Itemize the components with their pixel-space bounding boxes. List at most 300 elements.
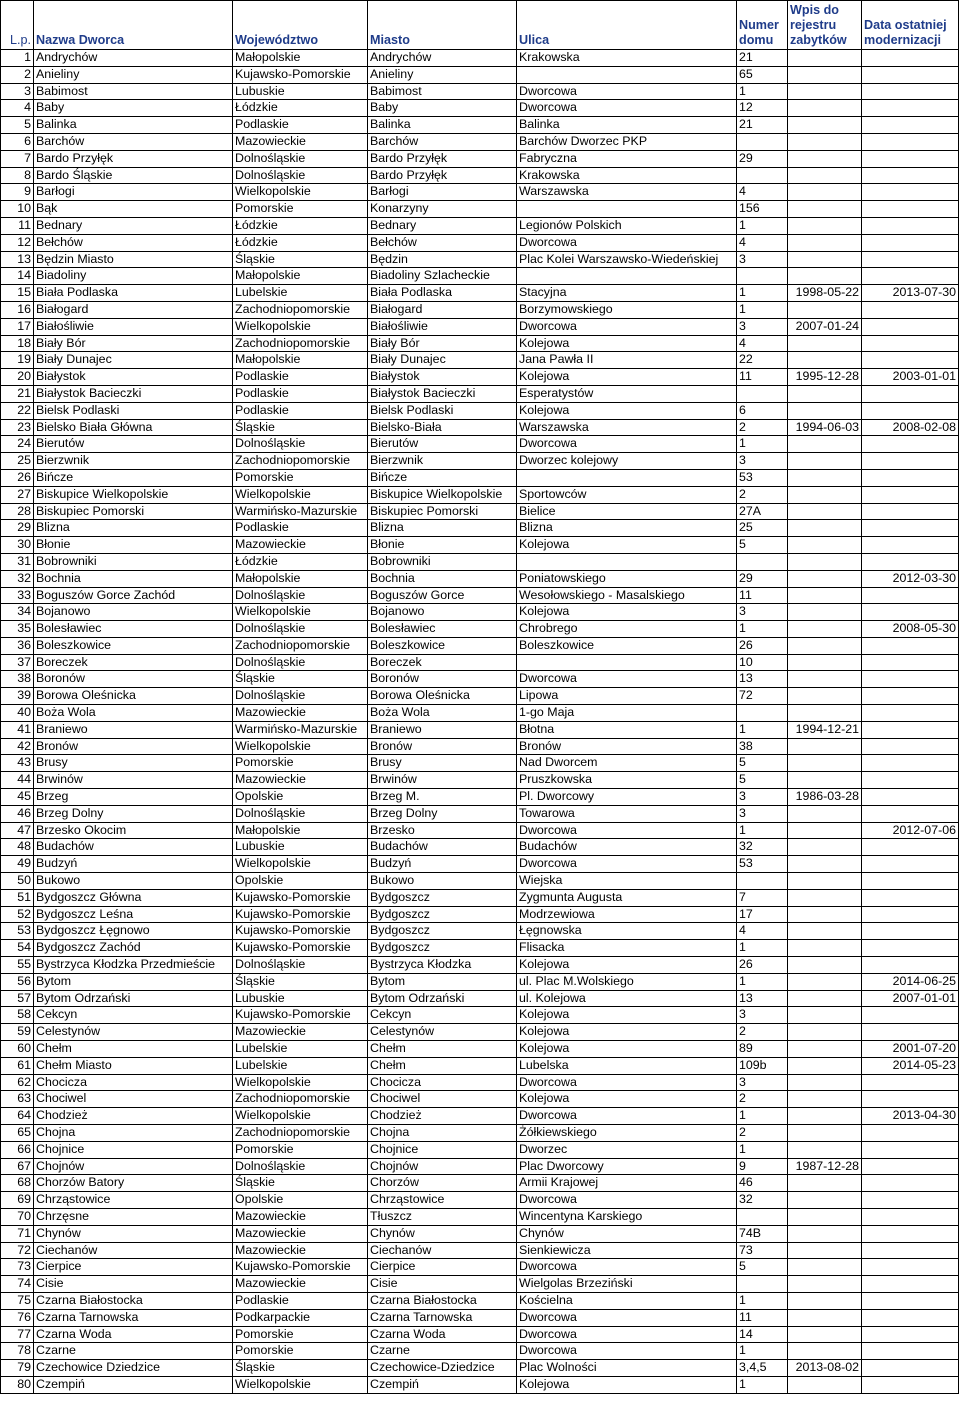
cell-modernization-date[interactable] bbox=[862, 1360, 959, 1377]
cell-street[interactable]: Blizna bbox=[517, 520, 737, 537]
cell-lp[interactable]: 28 bbox=[1, 503, 34, 520]
cell-station-name[interactable]: Chociwel bbox=[34, 1091, 233, 1108]
cell-station-name[interactable]: Bednary bbox=[34, 217, 233, 234]
cell-street[interactable]: Dworcowa bbox=[517, 1259, 737, 1276]
cell-station-name[interactable]: Chodzież bbox=[34, 1108, 233, 1125]
cell-modernization-date[interactable] bbox=[862, 637, 959, 654]
cell-voivodeship[interactable]: Podkarpackie bbox=[233, 1309, 368, 1326]
cell-modernization-date[interactable] bbox=[862, 654, 959, 671]
header-lp[interactable]: L.p. bbox=[1, 1, 34, 50]
cell-house-number[interactable]: 13 bbox=[737, 990, 788, 1007]
cell-lp[interactable]: 54 bbox=[1, 940, 34, 957]
cell-register-date[interactable] bbox=[788, 1242, 862, 1259]
cell-station-name[interactable]: Biadoliny bbox=[34, 268, 233, 285]
cell-voivodeship[interactable]: Łódzkie bbox=[233, 217, 368, 234]
cell-city[interactable]: Bobrowniki bbox=[368, 553, 517, 570]
cell-lp[interactable]: 65 bbox=[1, 1125, 34, 1142]
cell-street[interactable] bbox=[517, 654, 737, 671]
cell-modernization-date[interactable] bbox=[862, 1326, 959, 1343]
cell-voivodeship[interactable]: Zachodniopomorskie bbox=[233, 335, 368, 352]
cell-city[interactable]: Chełm bbox=[368, 1057, 517, 1074]
cell-voivodeship[interactable]: Dolnośląskie bbox=[233, 621, 368, 638]
cell-modernization-date[interactable] bbox=[862, 301, 959, 318]
cell-voivodeship[interactable]: Dolnośląskie bbox=[233, 654, 368, 671]
cell-city[interactable]: Boreczek bbox=[368, 654, 517, 671]
cell-house-number[interactable]: 72 bbox=[737, 688, 788, 705]
cell-street[interactable]: Dworcowa bbox=[517, 671, 737, 688]
cell-lp[interactable]: 29 bbox=[1, 520, 34, 537]
cell-city[interactable]: Czechowice-Dziedzice bbox=[368, 1360, 517, 1377]
cell-city[interactable]: Będzin bbox=[368, 251, 517, 268]
cell-lp[interactable]: 31 bbox=[1, 553, 34, 570]
cell-city[interactable]: Biskupiec Pomorski bbox=[368, 503, 517, 520]
cell-city[interactable]: Bielsk Podlaski bbox=[368, 402, 517, 419]
cell-lp[interactable]: 80 bbox=[1, 1376, 34, 1393]
cell-modernization-date[interactable] bbox=[862, 1141, 959, 1158]
cell-city[interactable]: Boleszkowice bbox=[368, 637, 517, 654]
cell-lp[interactable]: 74 bbox=[1, 1276, 34, 1293]
cell-station-name[interactable]: Boża Wola bbox=[34, 705, 233, 722]
cell-house-number[interactable]: 11 bbox=[737, 369, 788, 386]
cell-street[interactable]: Dworcowa bbox=[517, 1108, 737, 1125]
cell-voivodeship[interactable]: Dolnośląskie bbox=[233, 436, 368, 453]
cell-street[interactable]: Lubelska bbox=[517, 1057, 737, 1074]
cell-register-date[interactable] bbox=[788, 1007, 862, 1024]
cell-street[interactable]: Kolejowa bbox=[517, 369, 737, 386]
cell-register-date[interactable] bbox=[788, 1091, 862, 1108]
cell-modernization-date[interactable] bbox=[862, 1276, 959, 1293]
cell-street[interactable]: Kolejowa bbox=[517, 957, 737, 974]
cell-register-date[interactable] bbox=[788, 688, 862, 705]
cell-register-date[interactable] bbox=[788, 553, 862, 570]
cell-modernization-date[interactable] bbox=[862, 117, 959, 134]
cell-lp[interactable]: 55 bbox=[1, 957, 34, 974]
cell-modernization-date[interactable] bbox=[862, 1125, 959, 1142]
cell-station-name[interactable]: Chełm bbox=[34, 1041, 233, 1058]
cell-house-number[interactable]: 53 bbox=[737, 856, 788, 873]
cell-lp[interactable]: 76 bbox=[1, 1309, 34, 1326]
cell-station-name[interactable]: Chełm Miasto bbox=[34, 1057, 233, 1074]
cell-house-number[interactable]: 4 bbox=[737, 184, 788, 201]
cell-register-date[interactable] bbox=[788, 805, 862, 822]
cell-station-name[interactable]: Celestynów bbox=[34, 1024, 233, 1041]
cell-register-date[interactable]: 1995-12-28 bbox=[788, 369, 862, 386]
cell-lp[interactable]: 50 bbox=[1, 873, 34, 890]
cell-lp[interactable]: 16 bbox=[1, 301, 34, 318]
cell-modernization-date[interactable] bbox=[862, 1007, 959, 1024]
cell-street[interactable]: Dworcowa bbox=[517, 83, 737, 100]
cell-voivodeship[interactable]: Mazowieckie bbox=[233, 1225, 368, 1242]
cell-street[interactable]: Dworcowa bbox=[517, 1309, 737, 1326]
cell-street[interactable]: Bronów bbox=[517, 738, 737, 755]
cell-lp[interactable]: 12 bbox=[1, 234, 34, 251]
cell-house-number[interactable]: 2 bbox=[737, 419, 788, 436]
cell-register-date[interactable] bbox=[788, 234, 862, 251]
cell-house-number[interactable]: 5 bbox=[737, 537, 788, 554]
cell-station-name[interactable]: Bytom Odrzański bbox=[34, 990, 233, 1007]
cell-register-date[interactable] bbox=[788, 268, 862, 285]
cell-lp[interactable]: 21 bbox=[1, 385, 34, 402]
cell-voivodeship[interactable]: Mazowieckie bbox=[233, 1024, 368, 1041]
cell-city[interactable]: Białystok Bacieczki bbox=[368, 385, 517, 402]
cell-voivodeship[interactable]: Pomorskie bbox=[233, 201, 368, 218]
cell-register-date[interactable]: 2007-01-24 bbox=[788, 318, 862, 335]
cell-house-number[interactable]: 3 bbox=[737, 789, 788, 806]
cell-register-date[interactable] bbox=[788, 1192, 862, 1209]
cell-voivodeship[interactable]: Zachodniopomorskie bbox=[233, 1091, 368, 1108]
cell-station-name[interactable]: Bolesławiec bbox=[34, 621, 233, 638]
cell-street[interactable]: Lipowa bbox=[517, 688, 737, 705]
cell-modernization-date[interactable] bbox=[862, 738, 959, 755]
cell-house-number[interactable]: 1 bbox=[737, 721, 788, 738]
cell-city[interactable]: Bytom Odrzański bbox=[368, 990, 517, 1007]
cell-lp[interactable]: 47 bbox=[1, 822, 34, 839]
cell-modernization-date[interactable] bbox=[862, 789, 959, 806]
cell-house-number[interactable]: 89 bbox=[737, 1041, 788, 1058]
cell-modernization-date[interactable] bbox=[862, 100, 959, 117]
cell-station-name[interactable]: Bąk bbox=[34, 201, 233, 218]
cell-lp[interactable]: 51 bbox=[1, 889, 34, 906]
cell-lp[interactable]: 41 bbox=[1, 721, 34, 738]
cell-house-number[interactable]: 26 bbox=[737, 957, 788, 974]
cell-lp[interactable]: 35 bbox=[1, 621, 34, 638]
cell-street[interactable]: Borzymowskiego bbox=[517, 301, 737, 318]
cell-station-name[interactable]: Chynów bbox=[34, 1225, 233, 1242]
cell-lp[interactable]: 59 bbox=[1, 1024, 34, 1041]
cell-register-date[interactable]: 1986-03-28 bbox=[788, 789, 862, 806]
cell-city[interactable]: Cekcyn bbox=[368, 1007, 517, 1024]
cell-city[interactable]: Cierpice bbox=[368, 1259, 517, 1276]
cell-city[interactable]: Ciechanów bbox=[368, 1242, 517, 1259]
cell-register-date[interactable] bbox=[788, 822, 862, 839]
cell-lp[interactable]: 18 bbox=[1, 335, 34, 352]
cell-voivodeship[interactable]: Małopolskie bbox=[233, 822, 368, 839]
cell-modernization-date[interactable] bbox=[862, 184, 959, 201]
cell-house-number[interactable]: 4 bbox=[737, 923, 788, 940]
cell-street[interactable] bbox=[517, 201, 737, 218]
cell-city[interactable]: Chynów bbox=[368, 1225, 517, 1242]
cell-register-date[interactable] bbox=[788, 385, 862, 402]
cell-station-name[interactable]: Boreczek bbox=[34, 654, 233, 671]
cell-lp[interactable]: 68 bbox=[1, 1175, 34, 1192]
cell-lp[interactable]: 1 bbox=[1, 50, 34, 67]
cell-house-number[interactable]: 22 bbox=[737, 352, 788, 369]
cell-modernization-date[interactable] bbox=[862, 553, 959, 570]
cell-register-date[interactable] bbox=[788, 873, 862, 890]
cell-lp[interactable]: 3 bbox=[1, 83, 34, 100]
cell-modernization-date[interactable] bbox=[862, 805, 959, 822]
cell-modernization-date[interactable] bbox=[862, 873, 959, 890]
cell-register-date[interactable] bbox=[788, 839, 862, 856]
cell-city[interactable]: Biskupice Wielkopolskie bbox=[368, 486, 517, 503]
cell-station-name[interactable]: Bińcze bbox=[34, 469, 233, 486]
cell-street[interactable]: Kolejowa bbox=[517, 1376, 737, 1393]
cell-register-date[interactable] bbox=[788, 570, 862, 587]
cell-register-date[interactable] bbox=[788, 1326, 862, 1343]
cell-modernization-date[interactable]: 2001-07-20 bbox=[862, 1041, 959, 1058]
cell-modernization-date[interactable] bbox=[862, 839, 959, 856]
cell-house-number[interactable] bbox=[737, 705, 788, 722]
cell-lp[interactable]: 63 bbox=[1, 1091, 34, 1108]
cell-lp[interactable]: 46 bbox=[1, 805, 34, 822]
cell-street[interactable] bbox=[517, 66, 737, 83]
cell-voivodeship[interactable]: Dolnośląskie bbox=[233, 805, 368, 822]
cell-house-number[interactable]: 10 bbox=[737, 654, 788, 671]
cell-voivodeship[interactable]: Lubuskie bbox=[233, 839, 368, 856]
cell-street[interactable]: Żółkiewskiego bbox=[517, 1125, 737, 1142]
cell-station-name[interactable]: Cisie bbox=[34, 1276, 233, 1293]
cell-voivodeship[interactable]: Wielkopolskie bbox=[233, 1074, 368, 1091]
cell-street[interactable]: Wesołowskiego - Masalskiego bbox=[517, 587, 737, 604]
cell-street[interactable]: Dworcowa bbox=[517, 100, 737, 117]
cell-modernization-date[interactable] bbox=[862, 721, 959, 738]
cell-modernization-date[interactable]: 2013-04-30 bbox=[862, 1108, 959, 1125]
cell-voivodeship[interactable]: Dolnośląskie bbox=[233, 167, 368, 184]
cell-city[interactable]: Biały Dunajec bbox=[368, 352, 517, 369]
cell-city[interactable]: Bronów bbox=[368, 738, 517, 755]
cell-street[interactable]: Kościelna bbox=[517, 1292, 737, 1309]
cell-city[interactable]: Brzesko bbox=[368, 822, 517, 839]
cell-modernization-date[interactable] bbox=[862, 537, 959, 554]
cell-modernization-date[interactable]: 2012-03-30 bbox=[862, 570, 959, 587]
cell-lp[interactable]: 53 bbox=[1, 923, 34, 940]
cell-station-name[interactable]: Anieliny bbox=[34, 66, 233, 83]
cell-lp[interactable]: 20 bbox=[1, 369, 34, 386]
cell-register-date[interactable] bbox=[788, 906, 862, 923]
cell-city[interactable]: Budzyń bbox=[368, 856, 517, 873]
cell-voivodeship[interactable]: Mazowieckie bbox=[233, 537, 368, 554]
cell-modernization-date[interactable] bbox=[862, 167, 959, 184]
cell-register-date[interactable] bbox=[788, 1276, 862, 1293]
cell-station-name[interactable]: Biały Bór bbox=[34, 335, 233, 352]
cell-lp[interactable]: 4 bbox=[1, 100, 34, 117]
cell-station-name[interactable]: Czempiń bbox=[34, 1376, 233, 1393]
cell-modernization-date[interactable] bbox=[862, 587, 959, 604]
cell-modernization-date[interactable] bbox=[862, 957, 959, 974]
cell-register-date[interactable] bbox=[788, 486, 862, 503]
cell-station-name[interactable]: Bochnia bbox=[34, 570, 233, 587]
cell-register-date[interactable] bbox=[788, 923, 862, 940]
cell-lp[interactable]: 69 bbox=[1, 1192, 34, 1209]
cell-city[interactable]: Bydgoszcz bbox=[368, 889, 517, 906]
cell-station-name[interactable]: Bystrzyca Kłodzka Przedmieście bbox=[34, 957, 233, 974]
cell-street[interactable]: Dworzec kolejowy bbox=[517, 453, 737, 470]
cell-voivodeship[interactable]: Podlaskie bbox=[233, 369, 368, 386]
cell-house-number[interactable]: 7 bbox=[737, 889, 788, 906]
cell-station-name[interactable]: Bardo Śląskie bbox=[34, 167, 233, 184]
cell-voivodeship[interactable]: Mazowieckie bbox=[233, 1208, 368, 1225]
cell-register-date[interactable] bbox=[788, 217, 862, 234]
cell-lp[interactable]: 37 bbox=[1, 654, 34, 671]
cell-register-date[interactable] bbox=[788, 940, 862, 957]
cell-register-date[interactable] bbox=[788, 1292, 862, 1309]
cell-register-date[interactable] bbox=[788, 50, 862, 67]
cell-voivodeship[interactable]: Dolnośląskie bbox=[233, 1158, 368, 1175]
cell-modernization-date[interactable] bbox=[862, 856, 959, 873]
cell-lp[interactable]: 40 bbox=[1, 705, 34, 722]
cell-register-date[interactable] bbox=[788, 654, 862, 671]
cell-city[interactable]: Białośliwie bbox=[368, 318, 517, 335]
cell-modernization-date[interactable] bbox=[862, 83, 959, 100]
cell-station-name[interactable]: Bytom bbox=[34, 973, 233, 990]
cell-station-name[interactable]: Cierpice bbox=[34, 1259, 233, 1276]
cell-modernization-date[interactable] bbox=[862, 755, 959, 772]
cell-register-date[interactable] bbox=[788, 83, 862, 100]
cell-street[interactable]: Fabryczna bbox=[517, 150, 737, 167]
cell-lp[interactable]: 75 bbox=[1, 1292, 34, 1309]
cell-voivodeship[interactable]: Kujawsko-Pomorskie bbox=[233, 66, 368, 83]
cell-station-name[interactable]: Boguszów Gorce Zachód bbox=[34, 587, 233, 604]
cell-house-number[interactable] bbox=[737, 133, 788, 150]
cell-modernization-date[interactable]: 2008-05-30 bbox=[862, 621, 959, 638]
cell-station-name[interactable]: Bydgoszcz Łęgnowo bbox=[34, 923, 233, 940]
cell-voivodeship[interactable]: Małopolskie bbox=[233, 50, 368, 67]
cell-city[interactable]: Brzeg Dolny bbox=[368, 805, 517, 822]
cell-house-number[interactable] bbox=[737, 167, 788, 184]
cell-voivodeship[interactable]: Zachodniopomorskie bbox=[233, 1125, 368, 1142]
cell-house-number[interactable] bbox=[737, 873, 788, 890]
cell-lp[interactable]: 44 bbox=[1, 772, 34, 789]
cell-lp[interactable]: 26 bbox=[1, 469, 34, 486]
cell-house-number[interactable]: 6 bbox=[737, 402, 788, 419]
cell-city[interactable]: Bydgoszcz bbox=[368, 940, 517, 957]
cell-voivodeship[interactable]: Kujawsko-Pomorskie bbox=[233, 940, 368, 957]
cell-station-name[interactable]: Chojnice bbox=[34, 1141, 233, 1158]
cell-register-date[interactable] bbox=[788, 520, 862, 537]
cell-house-number[interactable]: 3 bbox=[737, 453, 788, 470]
cell-modernization-date[interactable] bbox=[862, 217, 959, 234]
cell-voivodeship[interactable]: Śląskie bbox=[233, 671, 368, 688]
cell-modernization-date[interactable] bbox=[862, 268, 959, 285]
cell-lp[interactable]: 39 bbox=[1, 688, 34, 705]
cell-modernization-date[interactable] bbox=[862, 453, 959, 470]
cell-modernization-date[interactable] bbox=[862, 889, 959, 906]
cell-street[interactable]: Dworcowa bbox=[517, 856, 737, 873]
cell-lp[interactable]: 52 bbox=[1, 906, 34, 923]
cell-lp[interactable]: 66 bbox=[1, 1141, 34, 1158]
cell-lp[interactable]: 58 bbox=[1, 1007, 34, 1024]
header-voivodeship[interactable]: Województwo bbox=[233, 1, 368, 50]
cell-house-number[interactable] bbox=[737, 268, 788, 285]
cell-lp[interactable]: 15 bbox=[1, 285, 34, 302]
cell-voivodeship[interactable]: Kujawsko-Pomorskie bbox=[233, 1259, 368, 1276]
cell-register-date[interactable]: 1994-06-03 bbox=[788, 419, 862, 436]
cell-city[interactable]: Czempiń bbox=[368, 1376, 517, 1393]
cell-voivodeship[interactable]: Małopolskie bbox=[233, 268, 368, 285]
cell-modernization-date[interactable] bbox=[862, 318, 959, 335]
cell-station-name[interactable]: Białystok Bacieczki bbox=[34, 385, 233, 402]
cell-street[interactable]: Jana Pawła II bbox=[517, 352, 737, 369]
cell-street[interactable]: Kolejowa bbox=[517, 1007, 737, 1024]
cell-lp[interactable]: 23 bbox=[1, 419, 34, 436]
cell-house-number[interactable]: 4 bbox=[737, 335, 788, 352]
cell-city[interactable]: Bardo Przyłęk bbox=[368, 167, 517, 184]
cell-city[interactable]: Bydgoszcz bbox=[368, 923, 517, 940]
cell-register-date[interactable] bbox=[788, 469, 862, 486]
cell-city[interactable]: Balinka bbox=[368, 117, 517, 134]
cell-modernization-date[interactable] bbox=[862, 1242, 959, 1259]
cell-register-date[interactable] bbox=[788, 671, 862, 688]
cell-station-name[interactable]: Biskupiec Pomorski bbox=[34, 503, 233, 520]
cell-lp[interactable]: 70 bbox=[1, 1208, 34, 1225]
cell-house-number[interactable]: 1 bbox=[737, 285, 788, 302]
cell-lp[interactable]: 71 bbox=[1, 1225, 34, 1242]
cell-register-date[interactable] bbox=[788, 1057, 862, 1074]
cell-street[interactable]: Kolejowa bbox=[517, 1041, 737, 1058]
cell-voivodeship[interactable]: Łódzkie bbox=[233, 553, 368, 570]
cell-lp[interactable]: 8 bbox=[1, 167, 34, 184]
cell-street[interactable]: Łęgnowska bbox=[517, 923, 737, 940]
cell-voivodeship[interactable]: Małopolskie bbox=[233, 352, 368, 369]
cell-street[interactable]: Kolejowa bbox=[517, 1091, 737, 1108]
cell-city[interactable]: Chociwel bbox=[368, 1091, 517, 1108]
cell-house-number[interactable]: 5 bbox=[737, 755, 788, 772]
cell-modernization-date[interactable] bbox=[862, 1192, 959, 1209]
cell-register-date[interactable] bbox=[788, 1108, 862, 1125]
cell-station-name[interactable]: Blizna bbox=[34, 520, 233, 537]
cell-street[interactable]: Wincentyna Karskiego bbox=[517, 1208, 737, 1225]
cell-voivodeship[interactable]: Śląskie bbox=[233, 1175, 368, 1192]
cell-modernization-date[interactable] bbox=[862, 436, 959, 453]
cell-register-date[interactable] bbox=[788, 100, 862, 117]
cell-house-number[interactable]: 46 bbox=[737, 1175, 788, 1192]
cell-register-date[interactable] bbox=[788, 251, 862, 268]
cell-station-name[interactable]: Bydgoszcz Leśna bbox=[34, 906, 233, 923]
cell-city[interactable]: Andrychów bbox=[368, 50, 517, 67]
cell-modernization-date[interactable]: 2014-06-25 bbox=[862, 973, 959, 990]
cell-house-number[interactable]: 156 bbox=[737, 201, 788, 218]
cell-house-number[interactable]: 1 bbox=[737, 1343, 788, 1360]
cell-lp[interactable]: 64 bbox=[1, 1108, 34, 1125]
cell-house-number[interactable]: 32 bbox=[737, 839, 788, 856]
cell-modernization-date[interactable] bbox=[862, 1208, 959, 1225]
cell-lp[interactable]: 45 bbox=[1, 789, 34, 806]
cell-voivodeship[interactable]: Warmińsko-Mazurskie bbox=[233, 721, 368, 738]
cell-city[interactable]: Baby bbox=[368, 100, 517, 117]
cell-station-name[interactable]: Brzeg bbox=[34, 789, 233, 806]
cell-voivodeship[interactable]: Dolnośląskie bbox=[233, 150, 368, 167]
cell-street[interactable]: Nad Dworcem bbox=[517, 755, 737, 772]
cell-voivodeship[interactable]: Wielkopolskie bbox=[233, 184, 368, 201]
cell-modernization-date[interactable] bbox=[862, 1376, 959, 1393]
cell-street[interactable]: Flisacka bbox=[517, 940, 737, 957]
cell-city[interactable]: Bytom bbox=[368, 973, 517, 990]
cell-house-number[interactable]: 26 bbox=[737, 637, 788, 654]
cell-street[interactable]: Sienkiewicza bbox=[517, 1242, 737, 1259]
cell-house-number[interactable]: 1 bbox=[737, 436, 788, 453]
cell-modernization-date[interactable] bbox=[862, 486, 959, 503]
cell-house-number[interactable]: 13 bbox=[737, 671, 788, 688]
cell-street[interactable]: Krakowska bbox=[517, 50, 737, 67]
cell-register-date[interactable] bbox=[788, 604, 862, 621]
cell-city[interactable]: Czarne bbox=[368, 1343, 517, 1360]
cell-street[interactable]: Armii Krajowej bbox=[517, 1175, 737, 1192]
cell-house-number[interactable]: 12 bbox=[737, 100, 788, 117]
cell-station-name[interactable]: Barchów bbox=[34, 133, 233, 150]
cell-house-number[interactable]: 2 bbox=[737, 1091, 788, 1108]
cell-register-date[interactable] bbox=[788, 1208, 862, 1225]
cell-city[interactable]: Blizna bbox=[368, 520, 517, 537]
cell-station-name[interactable]: Ciechanów bbox=[34, 1242, 233, 1259]
cell-street[interactable]: Pl. Dworcowy bbox=[517, 789, 737, 806]
cell-street[interactable]: Kolejowa bbox=[517, 335, 737, 352]
cell-station-name[interactable]: Biały Dunajec bbox=[34, 352, 233, 369]
cell-street[interactable] bbox=[517, 268, 737, 285]
cell-station-name[interactable]: Białogard bbox=[34, 301, 233, 318]
cell-city[interactable]: Chojna bbox=[368, 1125, 517, 1142]
cell-house-number[interactable]: 1 bbox=[737, 1292, 788, 1309]
cell-modernization-date[interactable] bbox=[862, 1225, 959, 1242]
